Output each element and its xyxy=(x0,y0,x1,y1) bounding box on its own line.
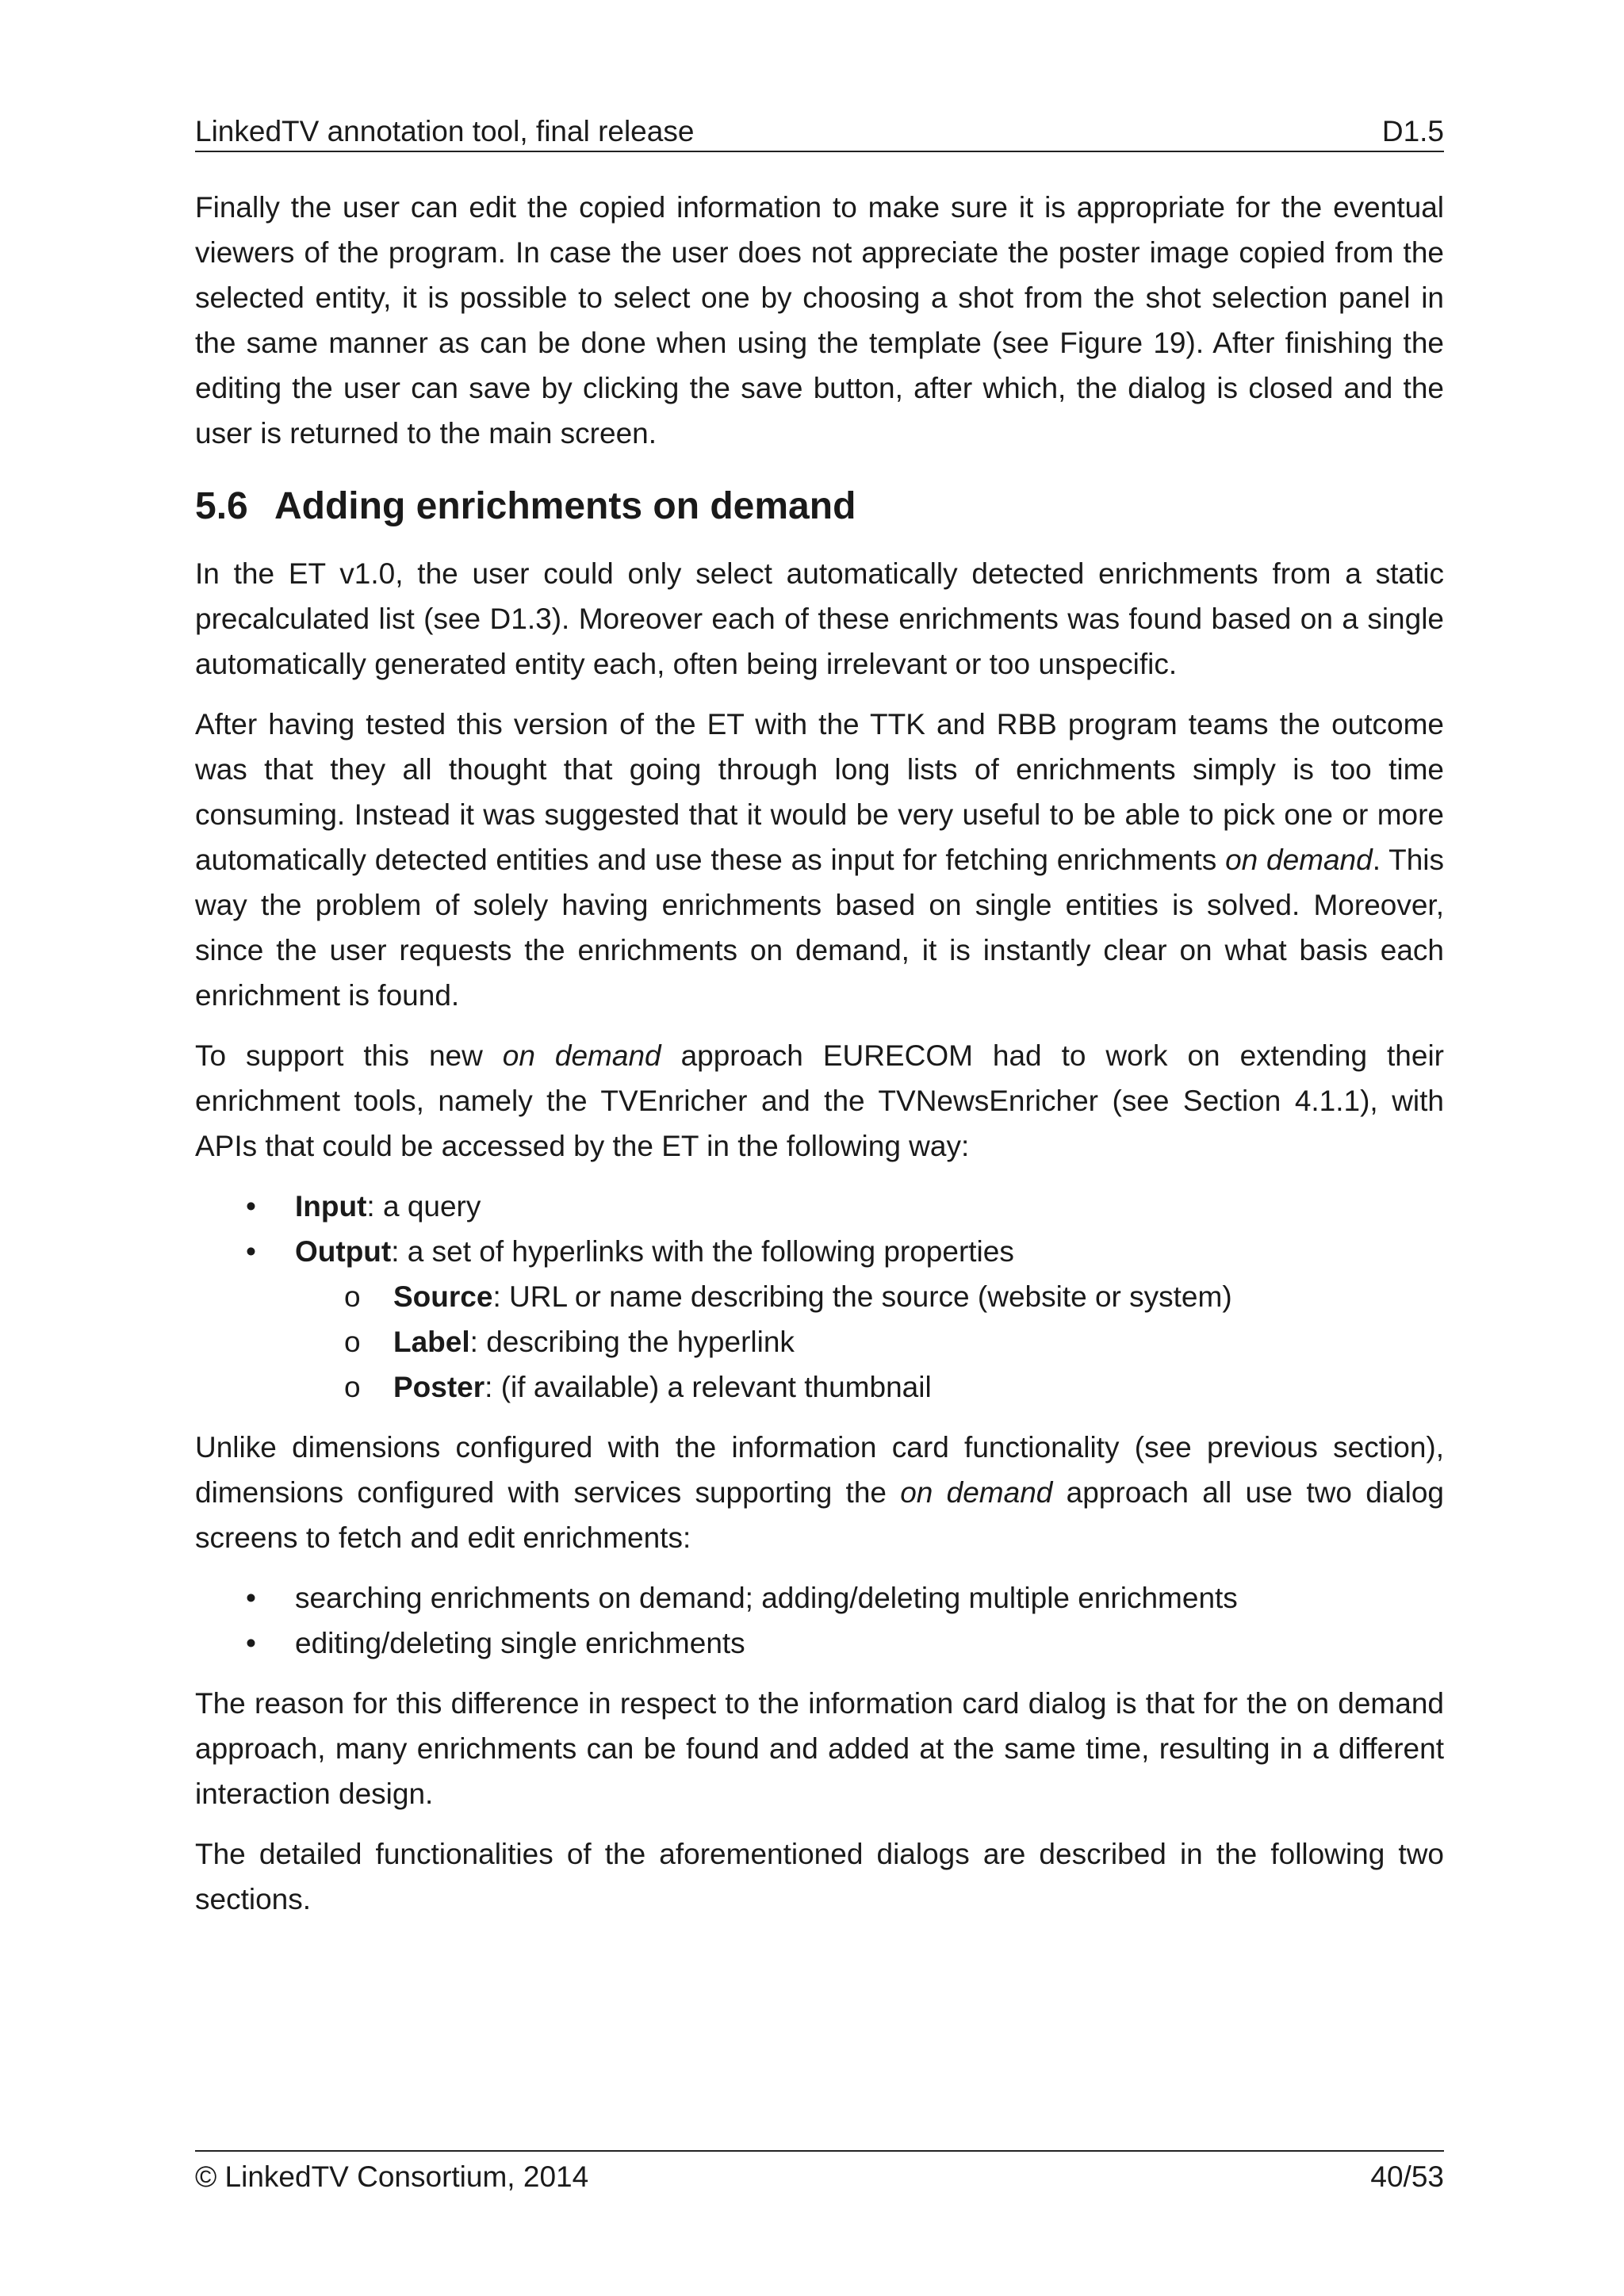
paragraph-detailed: The detailed functionalities of the aforementioned dialogs are described in the following two sections. xyxy=(195,1838,1444,1915)
list-item: • editing/deleting single enrichments xyxy=(195,1621,1444,1666)
list-item-input: • Input: a query xyxy=(195,1184,1444,1229)
bullet-icon: • xyxy=(246,1235,256,1268)
paragraph-dimensions: Unlike dimensions configured with the information card functionality (see previous section), dimensions configured with services supporting the on demand approach all use two dialog screens to fetch and edit enrichments: xyxy=(195,1431,1444,1554)
header-title: LinkedTV annotation tool, final release xyxy=(195,115,695,147)
section-number: 5.6 xyxy=(195,485,248,527)
bullet-icon: • xyxy=(246,1627,256,1659)
list-item-label: o Label: describing the hyperlink xyxy=(195,1319,1444,1364)
page-number: 40/53 xyxy=(1370,2160,1444,2193)
sub-bullet-icon: o xyxy=(344,1280,361,1313)
sub-bullet-icon: o xyxy=(344,1371,361,1403)
api-list xyxy=(195,1184,1444,1410)
footer-copyright: © LinkedTV Consortium, 2014 xyxy=(195,2160,589,2193)
page-header xyxy=(195,113,1444,152)
paragraph-reason: The reason for this difference in respect to the information card dialog is that for the on demand approach, many enrichments can be found and added at the same time, resulting in a different interaction design. xyxy=(195,1687,1444,1810)
paragraph-eurecom: To support this new on demand approach EURECOM had to work on extending their enrichment tools, namely the TVEnricher and the TVNewsEnricher (see Section 4.1.1), with APIs that could be accessed by the ET in the following way: xyxy=(195,1039,1444,1162)
list-item-output: • Output: a set of hyperlinks with the following properties o Source: URL or name describing the source (website or system) o Label: describing the hyperlink o Poster: (if available) a relevant thumbnail xyxy=(195,1229,1444,1410)
list-item-poster: o Poster: (if available) a relevant thumbnail xyxy=(195,1364,1444,1410)
sub-bullet-icon: o xyxy=(344,1326,361,1358)
paragraph-intro: Finally the user can edit the copied information to make sure it is appropriate for the eventual viewers of the program. In case the user does not appreciate the poster image copied from the selected entity, it is possible to select one by choosing a shot from the shot selection panel in the same manner as can be done when using the template (see Figure 19). After finishing the editing the user can save by clicking the save button, after which, the dialog is closed and the user is returned to the main screen. xyxy=(195,191,1444,450)
section-heading xyxy=(195,471,1444,551)
dialog-list xyxy=(195,1575,1444,1666)
page-footer xyxy=(195,2150,1444,2193)
page-body xyxy=(195,185,1444,1937)
output-properties-list xyxy=(295,1274,1444,1410)
list-item: • searching enrichments on demand; adding/deleting multiple enrichments xyxy=(195,1575,1444,1621)
list-item-source: o Source: URL or name describing the source (website or system) xyxy=(195,1274,1444,1319)
section-title: Adding enrichments on demand xyxy=(274,485,856,527)
paragraph-et-v1: In the ET v1.0, the user could only select automatically detected enrichments from a static precalculated list (see D1.3). Moreover each of these enrichments was found based on a single automatically generated entity each, often being irrelevant or too unspecific. xyxy=(195,557,1444,680)
header-doc-id: D1.5 xyxy=(1381,115,1444,147)
bullet-icon: • xyxy=(246,1582,256,1614)
paragraph-testing: After having tested this version of the ET with the TTK and RBB program teams the outcome was that they all thought that going through long lists of enrichments simply is too time consuming. Instead it was suggested that it would be very useful to be able to pick one or more automatically detected entities and use these as input for fetching enrichments on demand. This way the problem of solely having enrichments based on single entities is solved. Moreover, since the user requests the enrichments on demand, it is instantly clear on what basis each enrichment is found. xyxy=(195,708,1444,1012)
bullet-icon: • xyxy=(246,1190,256,1223)
